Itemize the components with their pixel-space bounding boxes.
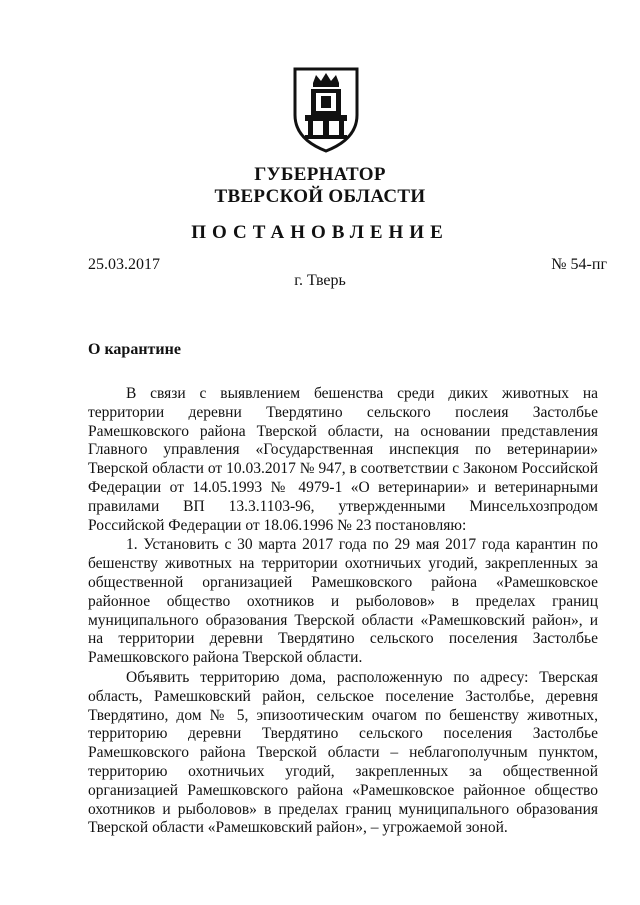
body-paragraph: Объявить территорию дома, расположенную по адресу: Тверская область, Рамешковский район, сельское поселение Застолбье, деревня Твердятино, дом № 5, эпизоотическим очагом по бешенству животных, территорию деревни Твердятино сельского поселения Застолбье Рамешковского района Тверской области – неблагополучным пунктом, территорию охотничьих угодий, закрепленных за общественной организацией Рамешковского района «Рамешковское районное общество охотников и рыболовов» в пределах границ муниципального образования Тверской области «Рамешковский район», – угрожаемой зоной. [88, 668, 598, 837]
tver-coat-of-arms-icon [291, 63, 361, 153]
governor-title: ГУБЕРНАТОР [254, 164, 386, 185]
document-type: ПОСТАНОВЛЕНИЕ [191, 222, 449, 243]
document-city: г. Тверь [294, 272, 346, 289]
document-subject: О карантине [88, 341, 181, 358]
document-date: 25.03.2017 [88, 256, 160, 273]
body-paragraph: В связи с выявлением бешенства среди диких животных на территории деревни Твердятино сельского послеия Застолбье Рамешковского района Тверской области, на основании представления Главного управления «Государственная инспекция по ветеринарии» Тверской области от 10.03.2017 № 947, в соответствии с Законом Российской Федерации от 14.05.1993 № 4979-1 «О ветеринарии» и ветеринарными правилами ВП 13.3.1103-96, утвержденными Минсельхозпродом Российской Федерации от 18.06.1996 № 23 постановляю: [88, 385, 598, 534]
document-body [88, 385, 598, 838]
body-paragraph: 1. Установить с 30 марта 2017 года по 29 мая 2017 года карантин по бешенству животных на территории охотничьих угодий, закрепленных за общественной организацией Рамешковского района «Рамешковское районное общество охотников и рыболовов» в пределах границ муниципального образования Тверской области «Рамешковский район», и на территории деревни Твердятино сельского поселения Застолбье Рамешковского района Тверской области. [88, 536, 598, 667]
region-title: ТВЕРСКОЙ ОБЛАСТИ [214, 186, 426, 207]
document-number: № 54-пг [551, 256, 607, 273]
